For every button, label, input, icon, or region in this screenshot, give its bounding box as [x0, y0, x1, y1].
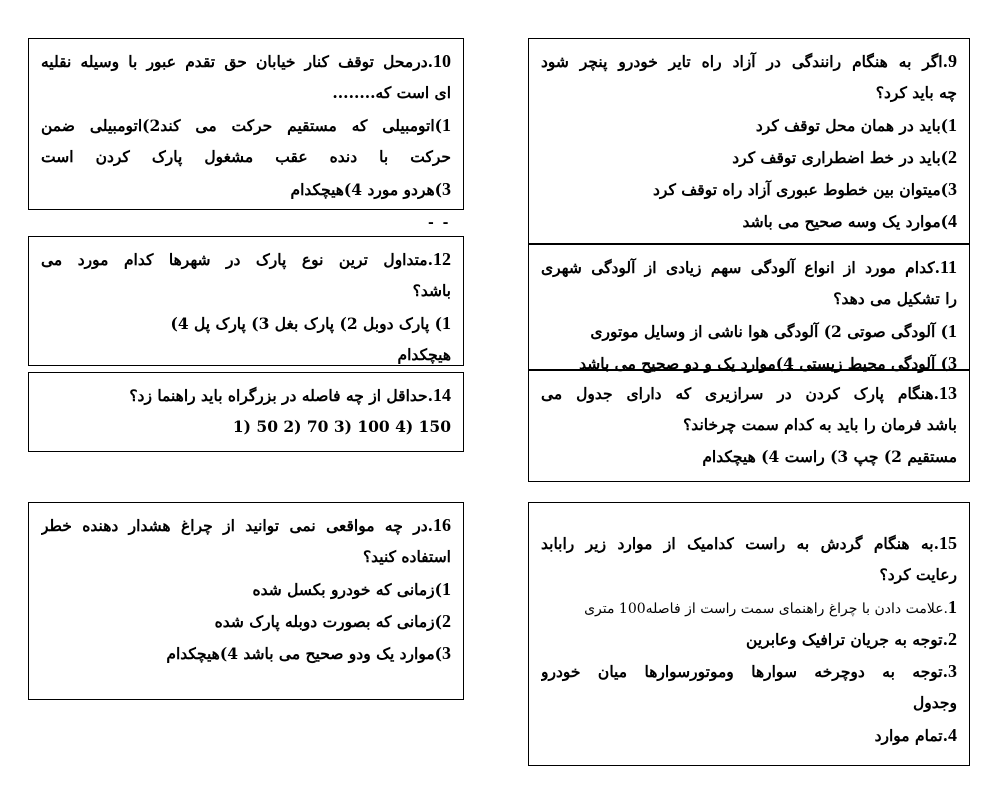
q10-line-2: ای است که........ [332, 83, 451, 102]
q15-line-7: 4.تمام موارد [874, 725, 957, 745]
question-9-box [528, 38, 970, 244]
question-16-box [28, 502, 464, 700]
q9-line-2: چه باید کرد؟ [875, 83, 957, 102]
q10-line-1: 10.درمحل توقف کنار خیابان حق تقدم عبور با وسیله نقلیه [41, 51, 451, 71]
q11-line-3: 1) آلودگی صوتی 2) آلودگی هوا ناشی از وسایل موتوری [590, 321, 957, 341]
question-10-box [28, 38, 464, 210]
q10-line-3: 1)اتومبیلی که مستقیم حرکت می کند2)اتومبیلی ضمن [41, 115, 451, 135]
q11-line-1: 11.کدام مورد از انواع آلودگی سهم زیادی از آلودگی شهری [541, 257, 957, 277]
q13-line-1: 13.هنگام پارک کردن در سرازیری که دارای جدول می [541, 383, 957, 403]
q15-line-2: رعایت کرد؟ [879, 565, 957, 584]
question-13-box [528, 370, 970, 482]
q14-line-1: 14.حداقل از چه فاصله در بزرگراه باید راهنما زد؟ [129, 385, 451, 405]
q15-line-3: 1.علامت دادن با چراغ راهنمای سمت راست از فاصله100 متری [584, 597, 957, 617]
q9-line-6: 4)موارد یک وسه صحیح می باشد [742, 211, 957, 231]
q9-line-4: 2)باید در خط اضطراری توقف کرد [732, 147, 957, 167]
q13-line-2: باشد فرمان را باید به کدام سمت چرخاند؟ [683, 415, 957, 434]
q11-line-4: 3) آلودگی محیط زیستی 4)موارد یک و دو صحیح می باشد [579, 353, 957, 373]
q16-line-4: 2)زمانی که بصورت دوبله پارک شده [214, 611, 451, 631]
q12-line-3: 1) پارک دوبل 2) پارک بغل 3) پارک پل 4) [170, 313, 451, 333]
q13-line-3: مستقیم 2) چپ 3) راست 4) هیچکدام [702, 447, 957, 466]
q12-line-2: باشد؟ [412, 281, 451, 300]
q15-line-1: 15.به هنگام گردش به راست کدامیک از موارد زیر رابابد [541, 533, 957, 553]
q15-line-4: 2.توجه به جریان ترافیک وعابرین [746, 629, 957, 649]
q14-line-2: 1) 50 2) 70 3) 100 4) 150 [232, 417, 451, 436]
q10-line-5: 3)هردو مورد 4)هیچکدام [290, 179, 451, 199]
q12-line-4: هیچکدام [397, 345, 451, 364]
question-15-box [528, 502, 970, 766]
q16-line-3: 1)زمانی که خودرو بکسل شده [252, 579, 451, 599]
question-11-box [528, 244, 970, 373]
q16-line-5: 3)موارد یک ودو صحیح می باشد 4)هیچکدام [166, 643, 451, 663]
q16-line-2: استفاده کنید؟ [362, 547, 451, 566]
q9-line-1: 9.اگر به هنگام رانندگی در آزاد راه تایر خودرو پنچر شود [541, 51, 957, 71]
q15-line-5: 3.توجه به دوچرخه سوارها وموتورسوارها میان خودرو [541, 661, 957, 681]
question-12-box [28, 236, 464, 366]
q9-line-3: 1)باید در همان محل توقف کرد [755, 115, 957, 135]
question-14-box [28, 372, 464, 452]
q9-line-5: 3)میتوان بین خطوط عبوری آزاد راه توقف کرد [653, 179, 957, 199]
q11-line-2: را تشکیل می دهد؟ [833, 289, 957, 308]
q16-line-1: 16.در چه مواقعی نمی توانید از چراغ هشدار دهنده خطر [41, 515, 451, 535]
q10-line-4: حرکت با دنده عقب مشغول پارک کردن است [41, 147, 451, 166]
stray-mark: - - [428, 215, 451, 231]
q12-line-1: 12.متداول ترین نوع پارک در شهرها کدام مورد می [41, 249, 451, 269]
q15-line-6: وجدول [913, 693, 957, 712]
